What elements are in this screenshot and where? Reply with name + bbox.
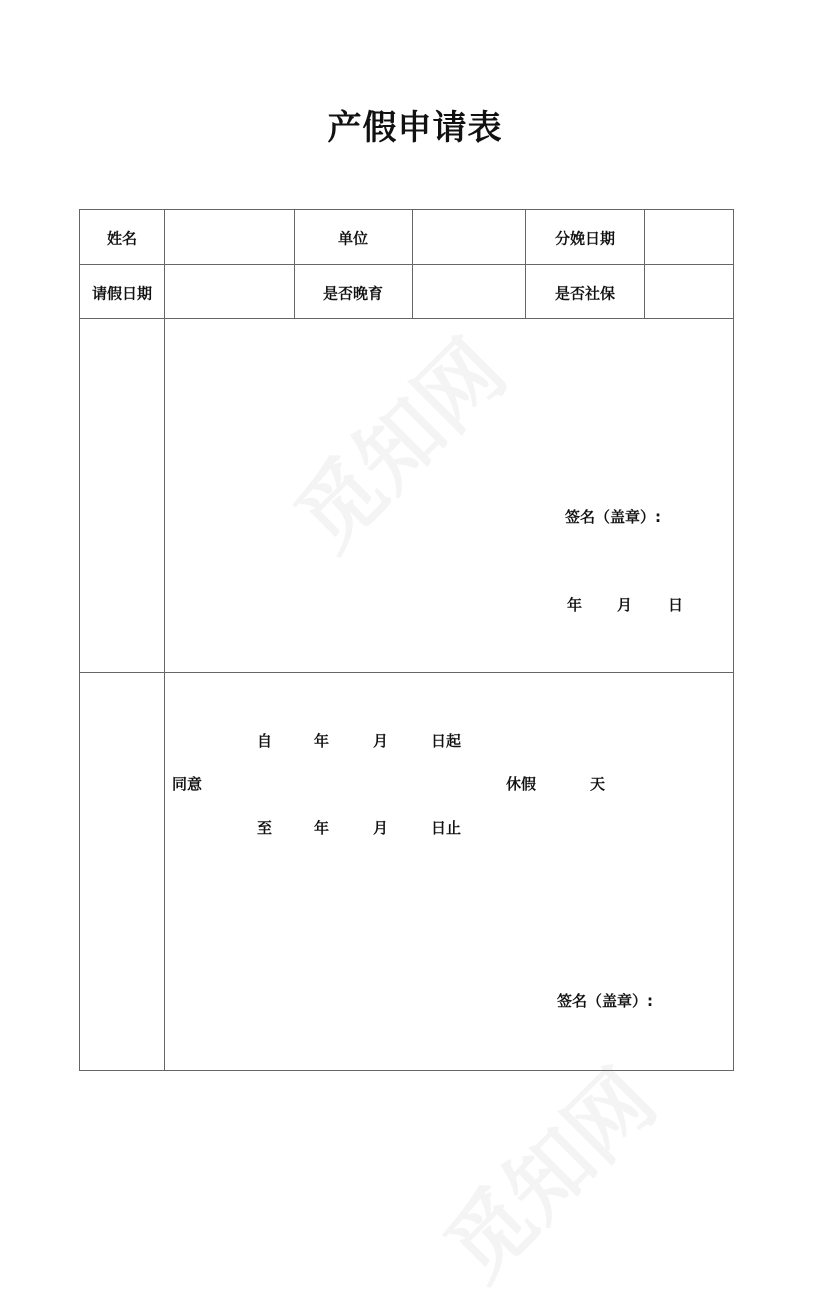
date-year-label: 年 <box>567 596 583 614</box>
to-month-label: 月 <box>373 819 389 837</box>
watermark: 觅知网 <box>276 321 525 569</box>
from-day-start-label: 日起 <box>431 732 462 750</box>
agree-label: 同意 <box>172 775 203 793</box>
page-title: 产假申请表 <box>327 108 503 148</box>
table-border-right <box>733 209 734 1071</box>
date-day-label: 日 <box>668 596 684 614</box>
days-label: 天 <box>590 775 606 793</box>
social-security-field[interactable] <box>645 265 733 318</box>
delivery-date-field[interactable] <box>645 210 733 264</box>
unit-field[interactable] <box>413 210 525 264</box>
leave-form-table <box>79 209 734 1071</box>
signature-label: 签名（盖章）: <box>557 992 653 1010</box>
unit-label: 单位 <box>337 229 369 248</box>
row-divider <box>79 318 734 319</box>
signature-label: 签名（盖章）: <box>565 508 661 526</box>
watermark: 觅知网 <box>426 1051 675 1299</box>
to-day-end-label: 日止 <box>431 819 462 837</box>
column-divider <box>525 209 526 319</box>
table-border-left <box>79 209 80 1071</box>
from-month-label: 月 <box>373 732 389 750</box>
social-security-label: 是否社保 <box>554 284 616 303</box>
table-border-bottom <box>79 1070 734 1071</box>
late-childbirth-label: 是否晚育 <box>322 284 384 303</box>
to-year-label: 年 <box>314 819 330 837</box>
rest-label: 休假 <box>506 775 537 793</box>
date-month-label: 月 <box>617 596 633 614</box>
column-divider <box>164 209 165 1071</box>
name-label: 姓名 <box>106 229 138 248</box>
column-divider <box>294 209 295 319</box>
name-field[interactable] <box>165 210 294 264</box>
from-year-label: 年 <box>314 732 330 750</box>
to-label: 至 <box>257 819 273 837</box>
delivery-date-label: 分娩日期 <box>554 229 616 248</box>
late-childbirth-field[interactable] <box>413 265 525 318</box>
from-label: 自 <box>257 732 273 750</box>
leave-date-field[interactable] <box>165 265 294 318</box>
row-divider <box>79 672 734 673</box>
leave-date-label: 请假日期 <box>91 284 153 303</box>
